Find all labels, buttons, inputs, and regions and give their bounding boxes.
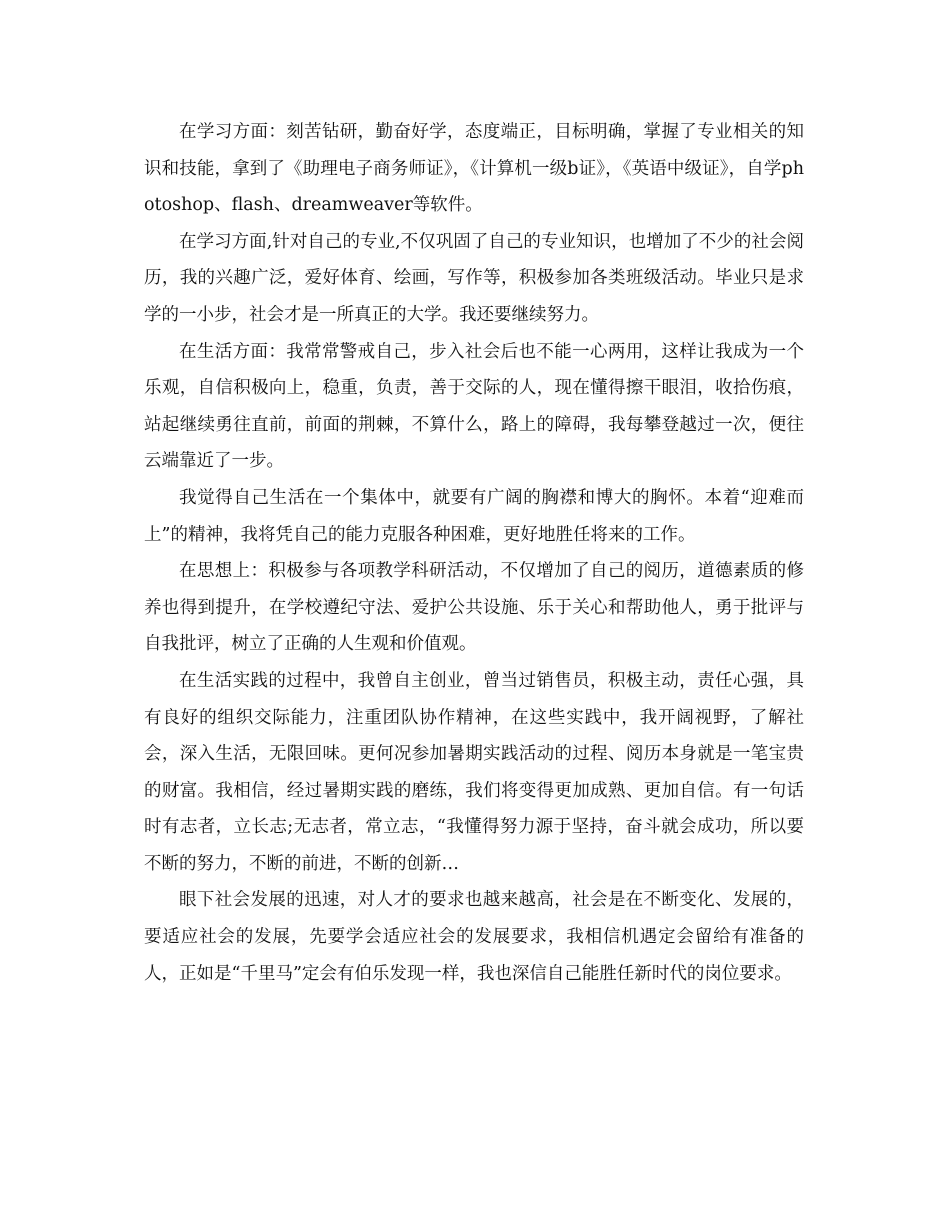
paragraph-collective: 我觉得自己生活在一个集体中，就要有广阔的胸襟和博大的胸怀。本着“迎难而上”的精神，我将凭自己的能力克服各种困难，更好地胜任将来的工作。 — [144, 487, 804, 545]
paragraph-study-experience: 在学习方面,针对自己的专业,不仅巩固了自己的专业知识，也增加了不少的社会阅历，我的兴趣广泛，爱好体育、绘画，写作等，积极参加各类班级活动。毕业只是求学的一小步，社会才是一所真正的大学。我还要继续努力。 — [144, 231, 804, 325]
paragraph-society: 眼下社会发展的迅速，对人才的要求也越来越高，社会是在不断变化、发展的，要适应社会的发展，先要学会适应社会的发展要求，我相信机遇定会留给有准备的人，正如是“千里马”定会有伯乐发现一样，我也深信自己能胜任新时代的岗位要求。 — [144, 890, 804, 984]
paragraph-practice: 在生活实践的过程中，我曾自主创业，曾当过销售员，积极主动，责任心强，具有良好的组织交际能力，注重团队协作精神，在这些实践中，我开阔视野，了解社会，深入生活，无限回味。更何况参加暑期实践活动的过程、阅历本身就是一笔宝贵的财富。我相信，经过暑期实践的磨练，我们将变得更加成熟、更加自信。有一句话时有志者，立长志;无志者，常立志，“我懂得努力源于坚持，奋斗就会成功，所以要不断的努力，不断的前进，不断的创新… — [144, 670, 804, 874]
paragraph-study: 在学习方面：刻苦钻研，勤奋好学，态度端正，目标明确，掌握了专业相关的知识和技能，拿到了《助理电子商务师证》，《计算机一级b证》，《英语中级证》，自学photoshop、flash、dreamweaver等软件。 — [144, 122, 804, 216]
document-body — [144, 114, 804, 992]
paragraph-thought: 在思想上：积极参与各项教学科研活动，不仅增加了自己的阅历，道德素质的修养也得到提升，在学校遵纪守法、爱护公共设施、乐于关心和帮助他人，勇于批评与自我批评，树立了正确的人生观和价值观。 — [144, 561, 804, 655]
paragraph-life: 在生活方面：我常常警戒自己，步入社会后也不能一心两用，这样让我成为一个乐观，自信积极向上，稳重，负责，善于交际的人，现在懂得擦干眼泪，收拾伤痕，站起继续勇往直前，前面的荆棘，不算什么，路上的障碍，我每攀登越过一次，便往云端靠近了一步。 — [144, 341, 804, 472]
